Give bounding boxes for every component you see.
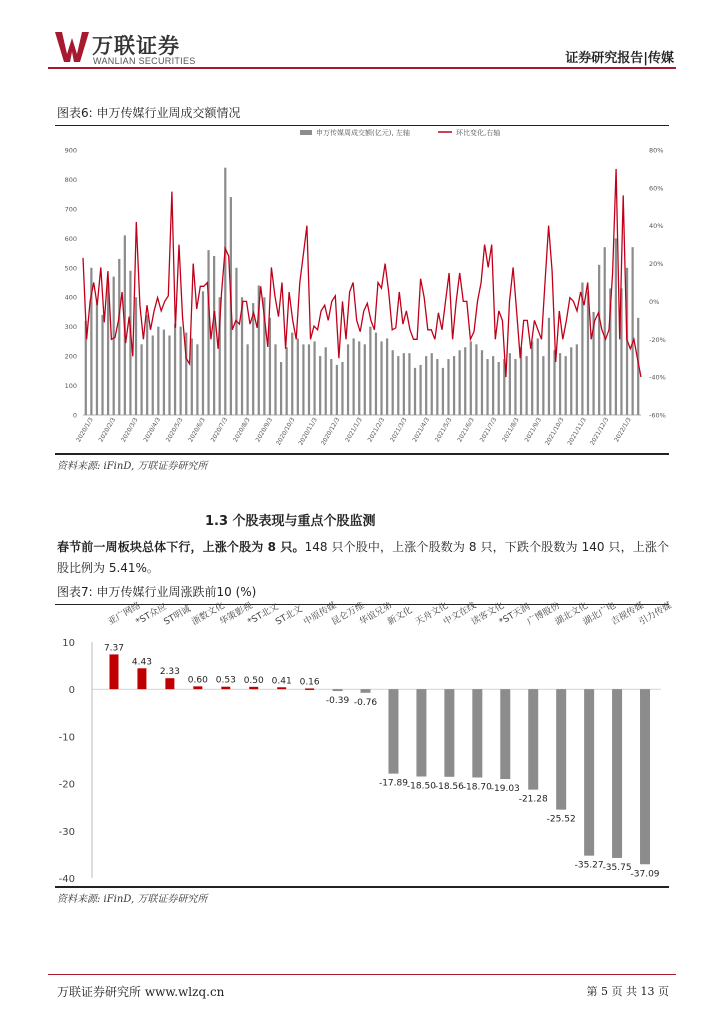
category-label: 引力传媒 <box>637 600 674 628</box>
y-right-tick: 20% <box>649 260 664 269</box>
x-tick-label: 2021/12/3 <box>588 416 611 447</box>
change-bar <box>472 689 482 777</box>
volume-bar <box>118 259 120 415</box>
value-label: 2.33 <box>159 667 180 678</box>
change-bar <box>584 689 594 855</box>
volume-bar <box>475 344 477 415</box>
y-right-tick: -20% <box>649 335 666 344</box>
category-label: 昆仑万维 <box>330 600 367 628</box>
volume-bar <box>358 341 360 415</box>
y-left-tick: 300 <box>64 323 77 332</box>
volume-bar <box>319 356 321 415</box>
value-label: 0.60 <box>187 675 208 686</box>
category-label: 浙数文化 <box>190 600 227 628</box>
x-tick-label: 2021/3/3 <box>389 416 409 444</box>
figure6-title-text: 图表6: 申万传媒行业周成交额情况 <box>57 106 241 120</box>
volume-bar <box>101 315 103 415</box>
legend-line-label: 环比变化,右轴 <box>456 129 501 137</box>
value-label: 0.16 <box>299 677 320 688</box>
y-right-tick: 0% <box>649 297 660 306</box>
change-bar <box>109 654 118 689</box>
x-tick-label: 2020/6/3 <box>187 416 207 444</box>
figure6-bottom-rule <box>55 453 669 455</box>
change-bar <box>305 688 314 690</box>
value-label: -37.09 <box>630 869 660 880</box>
paragraph-body: 148 只个股中，上涨个股数为 8 只，下跌个股数为 140 只，上涨个股比例为 5.41%。 <box>57 540 669 575</box>
change-bar <box>333 689 343 691</box>
page-number: 第 5 页 共 13 页 <box>586 985 669 998</box>
x-tick-label: 2020/9/3 <box>254 416 275 444</box>
volume-bar <box>325 347 327 415</box>
change-bar <box>612 689 622 858</box>
value-label: -0.39 <box>325 696 350 707</box>
volume-bar <box>196 344 198 415</box>
change-bar <box>640 689 650 864</box>
volume-bar <box>286 347 288 415</box>
x-tick-label: 2020/8/3 <box>232 416 252 444</box>
category-label: 中文在线 <box>441 600 479 628</box>
volume-bar <box>152 336 154 416</box>
volume-bar <box>459 350 461 415</box>
volume-bar <box>537 338 539 415</box>
volume-bar <box>302 344 304 415</box>
category-label: 新文化 <box>385 605 415 628</box>
value-label: -17.89 <box>378 778 408 789</box>
volume-bar <box>380 341 382 415</box>
volume-bar <box>481 350 483 415</box>
volume-bar <box>280 362 282 415</box>
footer-left: 万联证券研究所 www.wlzq.cn <box>57 985 225 999</box>
category-label: 中原传媒 <box>302 600 339 628</box>
volume-bar <box>425 356 427 415</box>
volume-bar <box>113 277 115 415</box>
y-tick-label: -20 <box>58 779 75 791</box>
volume-bar <box>135 297 137 415</box>
volume-bar <box>191 338 193 415</box>
y-left-tick: 800 <box>64 175 77 184</box>
volume-bar <box>392 350 394 415</box>
value-label: 4.43 <box>131 657 152 668</box>
report-category: 证券研究报告|传媒 <box>565 51 674 66</box>
volume-bar <box>386 338 388 415</box>
volume-bar <box>291 333 293 415</box>
x-tick-label: 2021/7/3 <box>478 416 499 444</box>
value-label: 0.41 <box>271 676 292 687</box>
volume-bar <box>180 327 182 415</box>
volume-bar <box>252 303 254 415</box>
volume-bar <box>615 238 617 415</box>
x-tick-label: 2020/3/3 <box>120 416 140 444</box>
volume-bar <box>470 341 472 415</box>
x-tick-label: 2021/4/3 <box>411 416 431 444</box>
volume-bar <box>565 356 567 415</box>
volume-bar <box>224 168 226 415</box>
volume-bar <box>525 356 527 415</box>
y-left-tick: 900 <box>64 146 77 155</box>
category-label: 湖北文化 <box>553 600 590 628</box>
y-left-tick: 700 <box>64 205 77 214</box>
x-tick-label: 2021/6/3 <box>456 416 476 444</box>
category-label: 广博股份 <box>525 600 562 628</box>
category-label: 华策影视 <box>218 600 255 628</box>
y-left-tick: 0 <box>72 411 77 420</box>
y-right-tick: 80% <box>649 146 664 155</box>
volume-bar <box>604 247 606 415</box>
volume-bar <box>96 300 98 415</box>
volume-bar <box>174 324 176 415</box>
volume-bar <box>486 359 488 415</box>
volume-bar <box>464 347 466 415</box>
volume-bar <box>168 336 170 416</box>
volume-bar <box>269 318 271 415</box>
figure7-title <box>55 582 669 605</box>
volume-bar <box>146 315 148 415</box>
value-label: -21.28 <box>518 794 548 805</box>
figure6-title <box>55 103 669 126</box>
volume-bar <box>598 265 600 415</box>
category-label: 读客文化 <box>469 600 507 628</box>
category-label: *ST北文 <box>246 602 281 628</box>
volume-bar <box>297 338 299 415</box>
volume-bar <box>576 344 578 415</box>
y-left-tick: 200 <box>64 352 77 361</box>
category-label: 亚广网络 <box>106 600 143 628</box>
volume-bar <box>336 365 338 415</box>
volume-bar <box>436 359 438 415</box>
volume-bar <box>235 268 237 415</box>
y-right-tick: 40% <box>649 222 664 231</box>
change-bar <box>361 689 371 693</box>
wanlian-logo-icon <box>55 30 89 64</box>
x-tick-label: 2020/4/3 <box>142 416 162 444</box>
volume-bar <box>308 344 310 415</box>
volume-bar <box>353 338 355 415</box>
change-bar <box>193 686 202 689</box>
volume-bar <box>509 353 511 415</box>
category-label: 华谊兄弟 <box>358 600 395 628</box>
volume-bar <box>419 365 421 415</box>
x-tick-label: 2020/7/3 <box>209 416 230 444</box>
volume-bar <box>403 353 405 415</box>
x-tick-label: 2020/10/3 <box>275 416 297 447</box>
change-bar <box>137 668 146 689</box>
volume-bar <box>542 356 544 415</box>
y-tick-label: -40 <box>58 874 75 885</box>
x-tick-label: 2021/9/3 <box>523 416 544 444</box>
volume-bar <box>330 359 332 415</box>
y-right-tick: 60% <box>649 184 664 193</box>
volume-bar <box>414 368 416 415</box>
x-tick-label: 2021/11/3 <box>566 416 588 447</box>
volume-bar <box>213 256 215 415</box>
header-divider <box>48 67 676 69</box>
wow-change-line <box>83 169 641 377</box>
y-left-tick: 600 <box>64 234 77 243</box>
figure6-source: 资料来源: iFinD, 万联证券研究所 <box>57 461 208 472</box>
category-label: 湖北广电 <box>581 600 618 628</box>
change-bar <box>556 689 566 809</box>
value-label: 0.50 <box>243 675 264 686</box>
figure7-bottom-rule <box>55 886 669 888</box>
value-label: -18.56 <box>434 781 464 792</box>
value-label: -0.76 <box>353 697 378 708</box>
y-left-tick: 100 <box>64 382 77 391</box>
y-tick-label: 10 <box>62 638 75 649</box>
logo-text-en: WANLIAN SECURITIES <box>93 56 196 66</box>
value-label: 0.53 <box>215 675 236 686</box>
value-label: -18.70 <box>462 782 492 793</box>
value-label: -25.52 <box>546 814 576 825</box>
x-tick-label: 2020/12/3 <box>319 416 342 447</box>
x-tick-label: 2020/2/3 <box>97 416 118 444</box>
volume-bar <box>498 362 500 415</box>
footer-divider <box>48 974 676 975</box>
logo-text-cn: 万联证券 <box>92 34 180 58</box>
x-tick-label: 2021/8/3 <box>501 416 521 444</box>
change-bar <box>277 687 286 689</box>
change-bar <box>500 689 510 779</box>
volume-bar <box>246 344 248 415</box>
change-bar <box>165 678 174 689</box>
volume-bar <box>447 359 449 415</box>
volume-bar <box>163 330 165 415</box>
volume-bar <box>632 247 634 415</box>
value-label: 7.37 <box>103 643 124 654</box>
category-label: *ST天润 <box>497 602 532 628</box>
volume-bar <box>207 250 209 415</box>
y-right-tick: -40% <box>649 373 666 382</box>
x-tick-label: 2022/1/3 <box>613 416 633 444</box>
y-left-tick: 400 <box>64 293 77 302</box>
value-label: -35.75 <box>602 862 632 873</box>
y-left-tick: 500 <box>64 264 77 273</box>
value-label: -35.27 <box>574 860 604 871</box>
x-tick-label: 2021/10/3 <box>544 416 566 447</box>
change-bar <box>249 687 258 689</box>
volume-bar <box>514 359 516 415</box>
figure7-title-text: 图表7: 申万传媒行业周涨跌前10 (%) <box>57 585 257 599</box>
x-tick-label: 2020/5/3 <box>164 416 185 444</box>
section-paragraph <box>57 537 669 579</box>
x-tick-label: 2021/1/3 <box>344 416 364 444</box>
volume-bar <box>364 344 366 415</box>
x-tick-label: 2020/11/3 <box>297 416 319 447</box>
volume-bar <box>274 344 276 415</box>
volume-bar <box>492 356 494 415</box>
x-tick-label: 2021/5/3 <box>433 416 454 444</box>
change-bar <box>416 689 426 776</box>
x-tick-label: 2020/1/3 <box>75 416 95 444</box>
figure7-chart <box>55 600 674 887</box>
volume-bar <box>397 356 399 415</box>
volume-bar <box>313 341 315 415</box>
figure7-source: 资料来源: iFinD, 万联证券研究所 <box>57 894 208 905</box>
volume-bar <box>431 353 433 415</box>
volume-bar <box>559 353 561 415</box>
category-label: ST明诚 <box>162 604 193 628</box>
volume-bar <box>570 347 572 415</box>
x-tick-label: 2021/2/3 <box>366 416 387 444</box>
volume-bar <box>157 327 159 415</box>
paragraph-lead: 春节前一周板块总体下行，上涨个股为 8 只。 <box>57 540 305 554</box>
volume-bar <box>548 318 550 415</box>
change-bar <box>221 687 230 690</box>
volume-bar <box>140 344 142 415</box>
volume-bar <box>202 291 204 415</box>
y-right-tick: -60% <box>649 411 666 420</box>
value-label: -19.03 <box>490 784 520 795</box>
change-bar <box>444 689 454 777</box>
category-label: *ST众应 <box>134 602 169 628</box>
volume-bar <box>375 333 377 415</box>
volume-bar <box>369 327 371 415</box>
volume-bar <box>453 356 455 415</box>
legend-bar-swatch <box>300 130 312 135</box>
y-tick-label: -30 <box>58 826 75 838</box>
y-tick-label: 0 <box>68 685 75 697</box>
change-bar <box>528 689 538 789</box>
value-label: -18.50 <box>406 781 436 792</box>
volume-bar <box>442 368 444 415</box>
category-label: ST北文 <box>274 604 305 628</box>
category-label: 天舟文化 <box>413 600 451 628</box>
volume-bar <box>531 341 533 415</box>
section-heading: 1.3 个股表现与重点个股监测 <box>205 514 376 529</box>
y-tick-label: -10 <box>58 732 75 744</box>
volume-bar <box>341 362 343 415</box>
volume-bar <box>408 353 410 415</box>
change-bar <box>388 689 398 773</box>
figure6-chart <box>55 129 669 455</box>
legend-bar-label: 申万传媒周成交额(亿元), 左轴 <box>316 129 410 137</box>
volume-bar <box>347 344 349 415</box>
category-label: 吉视传媒 <box>609 600 646 628</box>
